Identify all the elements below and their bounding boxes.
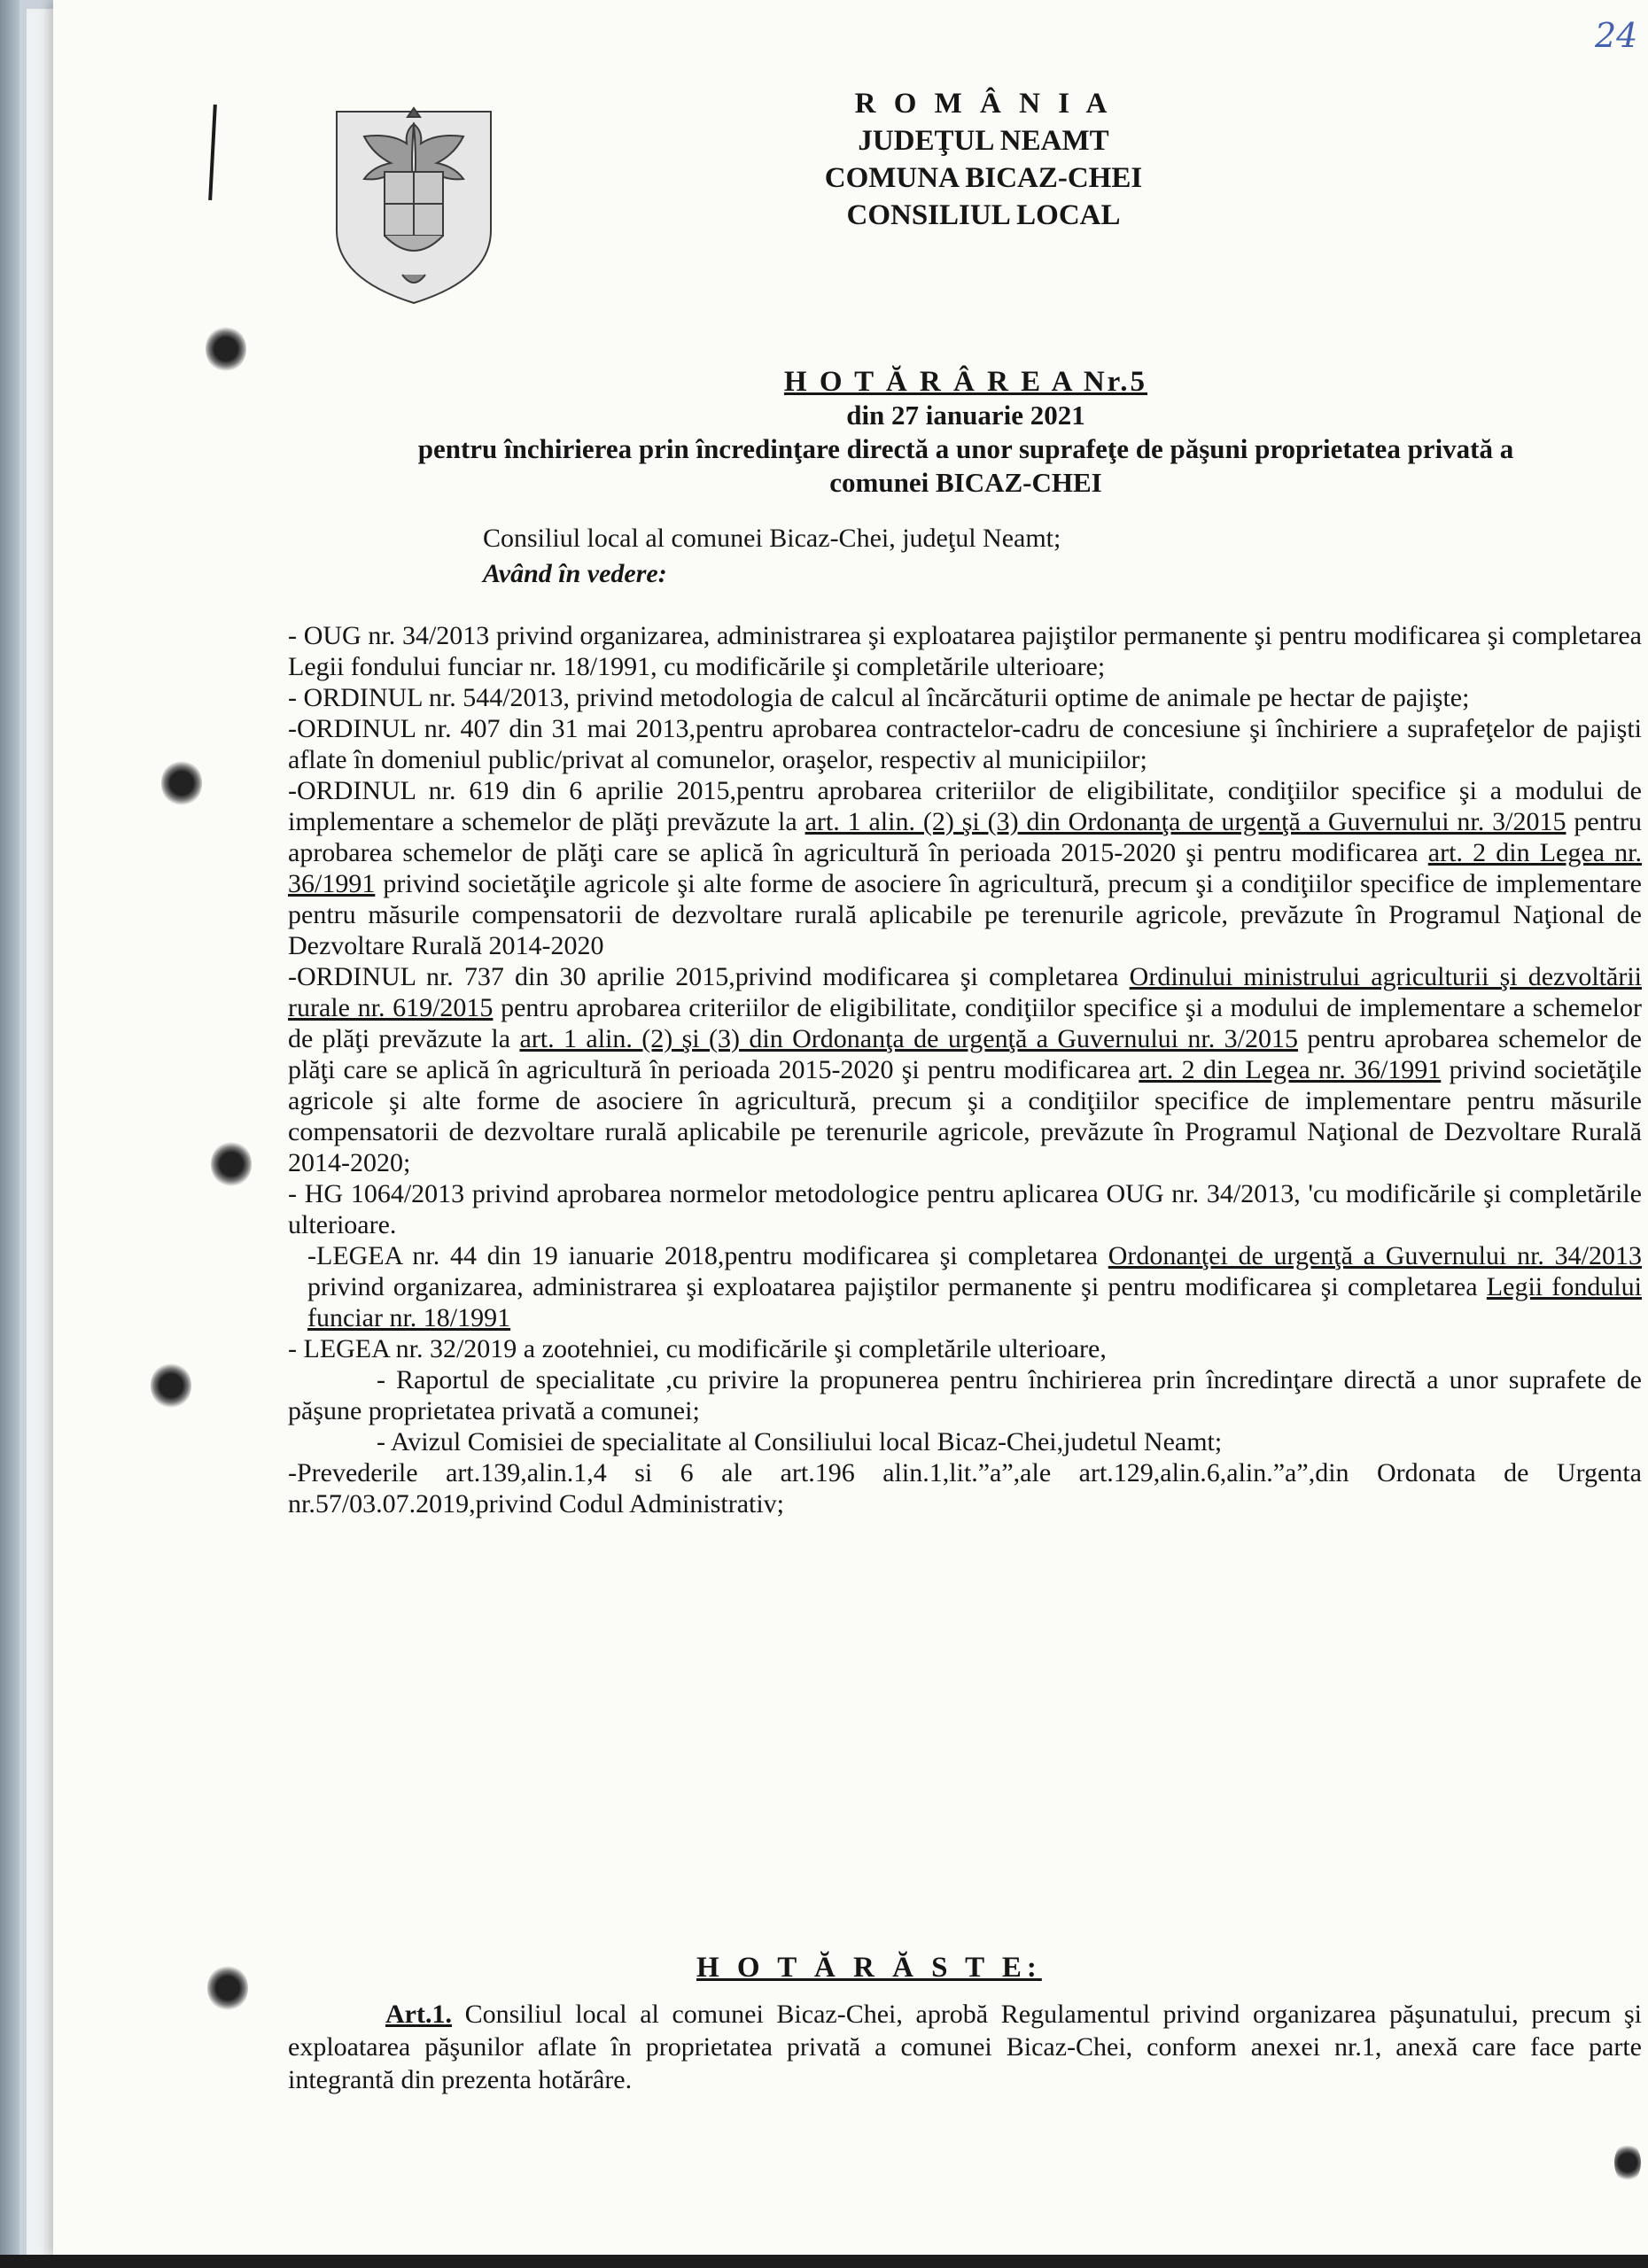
text-segment: privind societăţile agricole şi alte forme de asociere în agricultură, precum şi a condiţiilor specifice de implementare pentru măsurile compensatorii de dezvoltare rurală aplicabile pe terenurile agricole, prevăzute în Programul Naţional de Dezvoltare Rurală 2014-2020; bbox=[288, 1055, 1642, 1177]
punch-hole bbox=[206, 326, 246, 372]
ref-oug-34-2013: - OUG nr. 34/2013 privind organizarea, administrarea şi exploatarea pajiştilor permanente şi pentru modificarea şi completarea Legii fondului funciar nr. 18/1991, cu modificările şi completările ulterioare; bbox=[288, 621, 1642, 681]
decision-date: din 27 ianuarie 2021 bbox=[846, 400, 1085, 431]
coat-of-arms-icon bbox=[331, 97, 496, 307]
article-1-text: Consiliul local al comunei Bicaz-Chei, aprobă Regulamentul privind organizarea păşunatului, precum şi exploatarea păşunilor aflate în proprietatea privată a comunei Bicaz-Chei, conform anexei nr.1, anexă care face parte integrantă din prezenta hotărâre. bbox=[288, 2000, 1642, 2094]
intro-having-regard: Având în vedere: bbox=[483, 559, 667, 588]
ref-ordin-737-2015 bbox=[288, 961, 1642, 1178]
ref-aviz-comisie: - Avizul Comisiei de specialitate al Consiliului local Bicaz-Chei,judetul Neamt; bbox=[377, 1427, 1223, 1456]
country-name: R O M Â N I A bbox=[854, 88, 1113, 120]
punch-hole bbox=[161, 760, 202, 806]
text-segment: pentru aprobarea schemelor de plăţi care se aplică în agricultură în perioada 2015-2020 şi pentru modificarea bbox=[288, 807, 1642, 867]
intro-council: Consiliul local al comunei Bicaz-Chei, judeţul Neamt; bbox=[483, 524, 1061, 553]
legal-basis-list bbox=[288, 620, 1642, 1519]
legal-link[interactable]: art. 1 alin. (2) şi (3) din Ordonanţa de urgenţă a Guvernului nr. 3/2015 bbox=[519, 1024, 1298, 1053]
ref-hg-1064-2013: - HG 1064/2013 privind aprobarea normelor metodologice pentru aplicarea OUG nr. 34/2013, 'cu modificările şi completările ulterioare. bbox=[288, 1179, 1642, 1239]
decision-subject-cont: comunei BICAZ-CHEI bbox=[829, 467, 1102, 498]
decision-subject: pentru închirierea prin încredinţare directă a unor suprafeţe de păşuni proprietatea privată a bbox=[417, 433, 1514, 464]
text-segment: pentru aprobarea schemelor de plăţi care se aplică în agricultură în perioada 2015-2020 şi pentru modificarea bbox=[288, 1024, 1642, 1084]
scanner-left-edge bbox=[0, 0, 19, 2268]
legal-link[interactable]: art. 1 alin. (2) şi (3) din Ordonanţa de urgenţă a Guvernului nr. 3/2015 bbox=[805, 807, 1566, 836]
text-segment: pentru aprobarea criteriilor de eligibilitate, condiţiilor specifice şi a modului de implementare a schemelor de plăţi prevăzute la bbox=[288, 993, 1642, 1053]
ref-raport-specialitate: - Raportul de specialitate ,cu privire la propunerea pentru închirierea prin încredinţare directă a unor suprafete de păşune proprietatea privată a comunei; bbox=[288, 1365, 1642, 1425]
ref-lege-44-2018 bbox=[288, 1240, 1642, 1333]
decision-title: H O T Ă R Â R E A Nr.5 bbox=[783, 366, 1148, 398]
county-name: JUDEŢUL NEAMT bbox=[858, 125, 1109, 157]
punch-hole bbox=[151, 1363, 191, 1409]
article-1 bbox=[288, 1998, 1642, 2096]
page-number-handwritten: 24 bbox=[1595, 16, 1638, 55]
institution-header bbox=[735, 85, 1232, 234]
ref-lege-32-2019: - LEGEA nr. 32/2019 a zootehniei, cu modificările şi completările ulterioare, bbox=[288, 1334, 1107, 1363]
council-name: CONSILIUL LOCAL bbox=[846, 199, 1121, 231]
text-segment: -ORDINUL nr. 619 din 6 aprilie 2015,pentru aprobarea criteriilor de eligibilitate, condiţiilor specifice şi a modului de implementare a schemelor de plăţi prevăzute la bbox=[288, 776, 1642, 836]
legal-link[interactable]: Legii fondului funciar nr. 18/1991 bbox=[307, 1272, 1642, 1332]
decides-heading: H O T Ă R Ă S T E: bbox=[696, 1952, 1042, 1984]
article-1-label: Art.1. bbox=[385, 2000, 452, 2029]
ref-prevederi-cod-administrativ: -Prevederile art.139,alin.1,4 si 6 ale art.196 alin.1,lit.”a”,ale art.129,alin.6,alin.”a”,din Ordonata de Urgenta nr.57/03.07.2019,privind Codul Administrativ; bbox=[288, 1458, 1642, 1518]
text-segment: privind societăţile agricole şi alte forme de asociere în agricultură, precum şi a condiţiilor specifice de implementare pentru măsurile compensatorii de dezvoltare rurală aplicabile pe terenurile agricole, prevăzute în Programul Naţional de Dezvoltare Rurală 2014-2020 bbox=[288, 869, 1642, 960]
commune-name: COMUNA BICAZ-CHEI bbox=[824, 162, 1143, 194]
punch-hole bbox=[207, 1965, 248, 2011]
text-segment: -LEGEA nr. 44 din 19 ianuarie 2018,pentru modificarea şi completarea bbox=[307, 1241, 1108, 1270]
punch-hole bbox=[1614, 2142, 1641, 2183]
punch-hole bbox=[211, 1141, 252, 1187]
legal-link[interactable]: art. 2 din Legea nr. 36/1991 bbox=[1139, 1055, 1442, 1084]
text-segment: privind organizarea, administrarea şi exploatarea pajiştilor permanente şi pentru modificarea şi completarea bbox=[307, 1272, 1487, 1301]
ref-ordin-619-2015 bbox=[288, 775, 1642, 961]
ref-ordin-544-2013: - ORDINUL nr. 544/2013, privind metodologia de calcul al încărcăturii optime de animale pe hectar de pajişte; bbox=[288, 683, 1470, 712]
legal-link[interactable]: art. 2 din Legea nr. 36/1991 bbox=[288, 838, 1642, 898]
decision-title-block bbox=[284, 365, 1648, 500]
legal-link[interactable]: Ordonanţei de urgenţă a Guvernului nr. 34/2013 bbox=[1108, 1241, 1643, 1270]
text-segment: -ORDINUL nr. 737 din 30 aprilie 2015,privind modificarea şi completarea bbox=[288, 962, 1130, 991]
ref-ordin-407-2013: -ORDINUL nr. 407 din 31 mai 2013,pentru aprobarea contractelor-cadru de concesiune şi închiriere a suprafeţelor de pajişti aflate în domeniul public/privat al comunelor, oraşelor, respectiv al municipiilor; bbox=[288, 714, 1642, 774]
scanner-bottom-edge bbox=[0, 2255, 1648, 2268]
legal-link[interactable]: Ordinului ministrului agriculturii şi dezvoltării rurale nr. 619/2015 bbox=[288, 962, 1642, 1022]
